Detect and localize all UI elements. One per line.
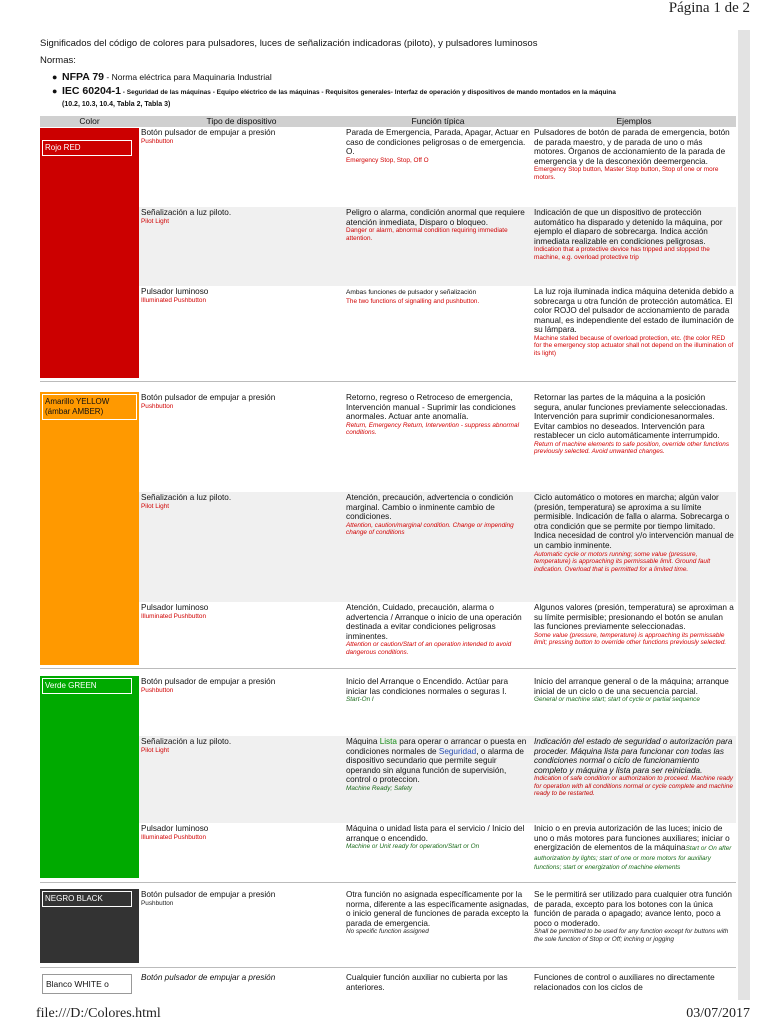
bullet-icon: ● [52, 86, 58, 96]
group-green [40, 669, 736, 883]
color-label: Blanco WHITE o [42, 974, 132, 994]
color-label: NEGRO BLACK [42, 891, 132, 907]
color-swatch-green [40, 676, 139, 878]
table-row: Botón pulsador de empujar a presión Pushbutton Retorno, regreso o Retroceso de emergencia, Intervención manual - Suprimir las condiciones anormales. Actuar ante anomalía. Return, Emergency Return, Intervention - suppress abnormal conditions. Retornar las partes de la máquina a la posición segura, anular funciones previamente seleccionadas. Intervención para suprimir condicionesanormales. Evitar cambios no deseados. Intervención para restablecer un ciclo automáticamente interrumpido. Return of machine elements to safe position, override other functions previously selected. Avoid unwanted changes. [141, 393, 730, 456]
group-red [40, 127, 736, 382]
color-label: Amarillo YELLOW (ámbar AMBER) [42, 394, 137, 420]
table-row: Botón pulsador de empujar a presión Cualquier función auxiliar no cubierta por las anteriores. Funciones de control o auxiliares no directamente relacionados con los ciclos de [141, 973, 715, 992]
color-code-table [40, 116, 736, 1008]
color-swatch-black [40, 889, 139, 963]
standard-nfpa79: ● NFPA 79 - Norma eléctrica para Maquinaria Industrial [52, 71, 272, 83]
intro-title: Significados del código de colores para pulsadores, luces de señalización indicadoras (piloto), y pulsadores luminosos [40, 38, 538, 49]
group-white [40, 968, 736, 1008]
header-funcion: Función típica [411, 116, 465, 126]
page-header: Página 1 de 2 [668, 0, 750, 16]
scrollbar[interactable] [738, 30, 750, 1000]
color-swatch-white [40, 972, 139, 1008]
color-label: Rojo RED [42, 140, 132, 156]
normas-label: Normas: [40, 55, 76, 66]
header-color: Color [79, 116, 100, 126]
table-row: Pulsador luminoso Illuminated Pushbutton Máquina o unidad lista para el servicio / Inicio del arranque o encendido. Machine or Unit ready for operation/Start or On Inicio o en previa autorización de las luces; inicio de uno o más motores para funciones auxiliares; iniciar o energización de elementos de la máquinaStart or On after authorization by lights; start of one or more motors for auxiliary functions; start or energization of machine elements [141, 824, 732, 872]
bullet-icon: ● [52, 72, 58, 82]
table-row: Señalización a luz piloto. Pilot Light Peligro o alarma, condición anormal que requiere atención inmediata, Disparo o bloqueo. Danger or alarm, abnormal condition requiring immediate attention. Indicación de que un dispositivo de protección automático ha disparado y detenido la máquina, por ejemplo el diaparo de sobrecarga. Indica acción inmediata realizable en condiciones peligrosas. Indication that a protective device has tripped and stopped the machine, e.g. overload protective trip [139, 207, 736, 286]
table-row: Pulsador luminoso Illuminated Pushbutton Ambas funciones de pulsador y señalización The two functions of signalling and pushbutton. La luz roja iluminada indica máquina detenida debido a sobrecarga u otra función de protección automática. El color ROJO del pulsador de accionamiento de parada manual, es independiente del estado de iluminación de su lámpara. Machine stalled because of overload protection, etc. (the color RED for the emergency stop actuator shall not depend on the illumination of its light) [141, 287, 734, 357]
table-row: Pulsador luminoso Illuminated Pushbutton Atención, Cuidado, precaución, alarma o advertencia / Arranque o inicio de una operación destinada a evitar condiciones peligrosas inminentes. Attention or caution/Start of an operation intended to avoid dangerous conditions. Algunos valores (presión, temperatura) se aproximan a su límite permisible; presionando el botón se anulan las funciones previamente seleccionadas. Some value (pressure, temperature) is approaching its permissable limit; pressing button to override other functions previously selected. [141, 603, 734, 656]
table-row: Botón pulsador de empujar a presión Pushbutton Parada de Emergencia, Parada, Apagar, Actuar en caso de condiciones peligrosas o de emergencia. O. Emergency Stop, Stop, Off O Pulsadores de botón de parada de emergencia, botón de parada maestro, y de parada de uno o más motores. Órganos de accionamiento de la parada de emergencia y de la desconexión deemergencia. Emergency Stop button, Master Stop button, Stop of one or more motors. [141, 128, 730, 181]
intro [40, 36, 730, 113]
table-row: Señalización a luz piloto. Pilot Light Atención, precaución, advertencia o condición marginal. Cambio o inminente cambio de condiciones. Attention, caution/marginal condition. Change or impending change of conditions Ciclo automático o motores en marcha; algún valor (presión, temperatura) se aproxima a su límite permisible. Indicación de falla o alarma. Sobrecarga o otra condición que se permite por tiempo limitado. Indica necesidad de control y/o intervención manual de un cambio inminente. Automatic cycle or motors running; some value (pressure, temperature) is approaching its permissable limit. Ground fault indication. Overload that is permitted for a limited time. [139, 492, 736, 602]
table-row: Botón pulsador de empujar a presión Pushbutton Inicio del Arranque o Encendido. Actúar para iniciar las condiciones normales o seguras I. Start-On I Inicio del arranque general o de la máquina; arranque inicial de un ciclo o de una secuencia parcial. General or machine start; start of cycle or partial sequence [141, 677, 729, 704]
table-row: Señalización a luz piloto. Pilot Light Máquina Lista para operar o arrancar o puesta en condiciones normales de Seguridad, o alarma de dispositivo secundario que permite seguir operando sin alguna función de supervisión, control o proteccion. Machine Ready; Safety Indicación del estado de seguridad o autorización para proceder. Máquina lista para funcionar con todas las condiciones normal o ciclo de funcionamiento completo y máquina y lista para ser reiniciada. Indication of safe condition or authorization to proceed. Machine ready for operation with all conditions normal or cycle complete and machine ready to be restarted. [139, 736, 736, 823]
color-swatch-red [40, 128, 139, 378]
header-ejemplos: Ejemplos [616, 116, 652, 126]
standards-list [40, 72, 730, 110]
header-tipo: Tipo de dispositivo [206, 116, 277, 126]
color-label: Verde GREEN [42, 678, 132, 694]
group-black [40, 883, 736, 968]
page-footer-path: file:///D:/Colores.html [36, 1006, 161, 1021]
page-footer-date: 03/07/2017 [686, 1006, 750, 1021]
table-row: Botón pulsador de empujar a presión Pushbutton Otra función no asignada específicamente por la norma, diferente a las específicamente asignadas, o inicio general de funciones de parada excepto la parada de emergencia. No specific function assigned Se le permitirá ser utilizado para cualquier otra función de parada, excepto para los botones con la única función de parada o apagado; avance lento, poco a poco o moderado. Shall be permitted to be used for any function except for buttons with the sole function of Stop or Off; inching or jogging [141, 890, 732, 943]
table-header [40, 116, 736, 127]
color-swatch-yellow [40, 392, 139, 665]
group-yellow [40, 382, 736, 669]
standard-iec60204: ● IEC 60204-1 - Seguridad de las máquinas - Equipo eléctrico de las máquinas - Requisitos generales- Interfaz de operación y dispositivos de mando montados en la máquina (10.2, 10.3, 10.4, Tabla 2, Tabla 3) [52, 85, 616, 108]
